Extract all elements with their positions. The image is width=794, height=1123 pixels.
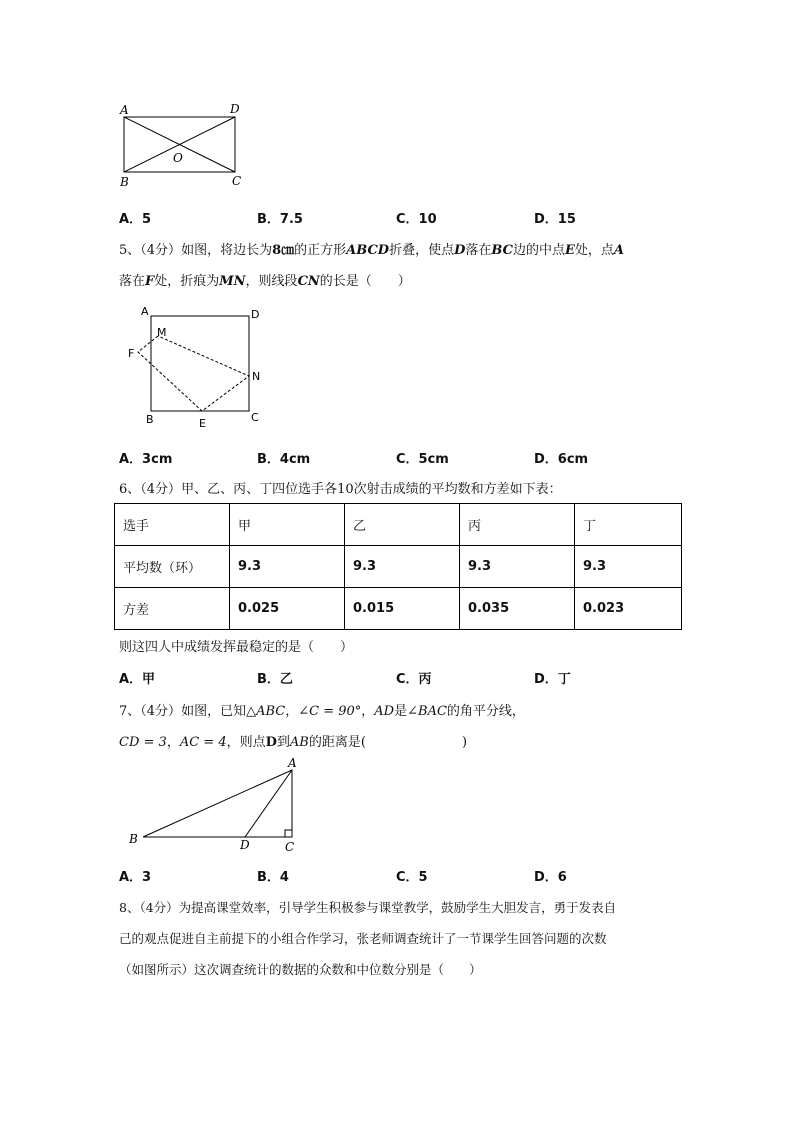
q5-option-b[interactable]: B．4cm bbox=[257, 452, 311, 467]
square-fold-figure bbox=[125, 300, 275, 430]
rectangle-diagonals-figure bbox=[110, 100, 260, 195]
label-e: E bbox=[199, 417, 206, 430]
table-cell: 9.3 bbox=[345, 546, 460, 588]
label-d: D bbox=[230, 102, 240, 116]
label-a: A bbox=[120, 103, 129, 117]
table-cell: 选手 bbox=[115, 504, 230, 546]
label-a: A bbox=[141, 305, 149, 318]
table-cell: 0.015 bbox=[345, 588, 460, 630]
label-o: O bbox=[173, 151, 183, 165]
fold-lines bbox=[138, 336, 249, 411]
q5-text-line-2: 落在F处，折痕为MN，则线段CN的长是（ ） bbox=[119, 274, 411, 289]
table-cell: 丁 bbox=[575, 504, 682, 546]
table-cell: 9.3 bbox=[230, 546, 345, 588]
label-c: C bbox=[232, 174, 242, 188]
q6-question: 则这四人中成绩发挥最稳定的是（ ） bbox=[119, 640, 354, 655]
label-a: A bbox=[288, 756, 297, 770]
label-d: D bbox=[251, 308, 260, 321]
q4-option-c[interactable]: C．10 bbox=[396, 212, 437, 227]
q4-option-d[interactable]: D．15 bbox=[534, 212, 576, 227]
table-cell: 9.3 bbox=[575, 546, 682, 588]
q6-option-c[interactable]: C．丙 bbox=[396, 672, 432, 687]
label-b: B bbox=[120, 175, 129, 189]
table-cell: 9.3 bbox=[460, 546, 575, 588]
table-row bbox=[115, 546, 682, 588]
q7-option-b[interactable]: B．4 bbox=[257, 870, 289, 885]
table-cell: 平均数（环） bbox=[115, 546, 230, 588]
q5-text-line-1: 5、（4分）如图，将边长为8㎝的正方形ABCD折叠，使点D落在BC边的中点E处，点A bbox=[119, 243, 625, 258]
table-row bbox=[115, 588, 682, 630]
table-cell: 方差 bbox=[115, 588, 230, 630]
q4-option-a[interactable]: A．5 bbox=[119, 212, 152, 227]
table-cell: 丙 bbox=[460, 504, 575, 546]
table-cell: 0.025 bbox=[230, 588, 345, 630]
q7-option-c[interactable]: C．5 bbox=[396, 870, 428, 885]
q5-option-d[interactable]: D．6cm bbox=[534, 452, 589, 467]
label-b: B bbox=[146, 413, 154, 426]
label-n: N bbox=[252, 370, 261, 383]
label-f: F bbox=[128, 347, 135, 360]
table-cell: 乙 bbox=[345, 504, 460, 546]
label-m: M bbox=[157, 326, 167, 339]
table-cell: 0.035 bbox=[460, 588, 575, 630]
q8-text-line-2: 己的观点促进自主前提下的小组合作学习，张老师调查统计了一节课学生回答问题的次数 bbox=[119, 931, 607, 946]
right-angle-mark bbox=[285, 830, 292, 837]
label-c: C bbox=[251, 411, 259, 424]
q6-option-d[interactable]: D．丁 bbox=[534, 672, 571, 687]
label-b: B bbox=[129, 832, 138, 846]
right-triangle-figure bbox=[120, 755, 310, 855]
table-header-row bbox=[115, 504, 682, 546]
q7-text-line-1: 7、（4分）如图，已知△ABC，∠C = 90°，AD是∠BAC的角平分线， bbox=[119, 704, 525, 719]
triangle-abc bbox=[143, 770, 292, 837]
q5-option-c[interactable]: C．5cm bbox=[396, 452, 449, 467]
q7-option-d[interactable]: D．6 bbox=[534, 870, 567, 885]
q7-option-a[interactable]: A．3 bbox=[119, 870, 152, 885]
q7-text-line-2: CD = 3，AC = 4，则点D到AB的距离是( ) bbox=[119, 735, 468, 750]
q6-text: 6、（4分）甲、乙、丙、丁四位选手各10次射击成绩的平均数和方差如下表： bbox=[119, 482, 562, 497]
score-table bbox=[114, 503, 682, 630]
q8-text-line-3: （如图所示）这次调查统计的数据的众数和中位数分别是（ ） bbox=[119, 962, 482, 977]
table-cell: 0.023 bbox=[575, 588, 682, 630]
q5-option-a[interactable]: A．3cm bbox=[119, 452, 173, 467]
label-d: D bbox=[240, 838, 250, 852]
q4-option-b[interactable]: B．7.5 bbox=[257, 212, 303, 227]
table-cell: 甲 bbox=[230, 504, 345, 546]
label-c: C bbox=[285, 840, 295, 854]
q6-option-a[interactable]: A．甲 bbox=[119, 672, 156, 687]
q8-text-line-1: 8、（4分）为提高课堂效率，引导学生积极参与课堂教学，鼓励学生大胆发言，勇于发表自 bbox=[119, 900, 617, 915]
q6-option-b[interactable]: B．乙 bbox=[257, 672, 293, 687]
